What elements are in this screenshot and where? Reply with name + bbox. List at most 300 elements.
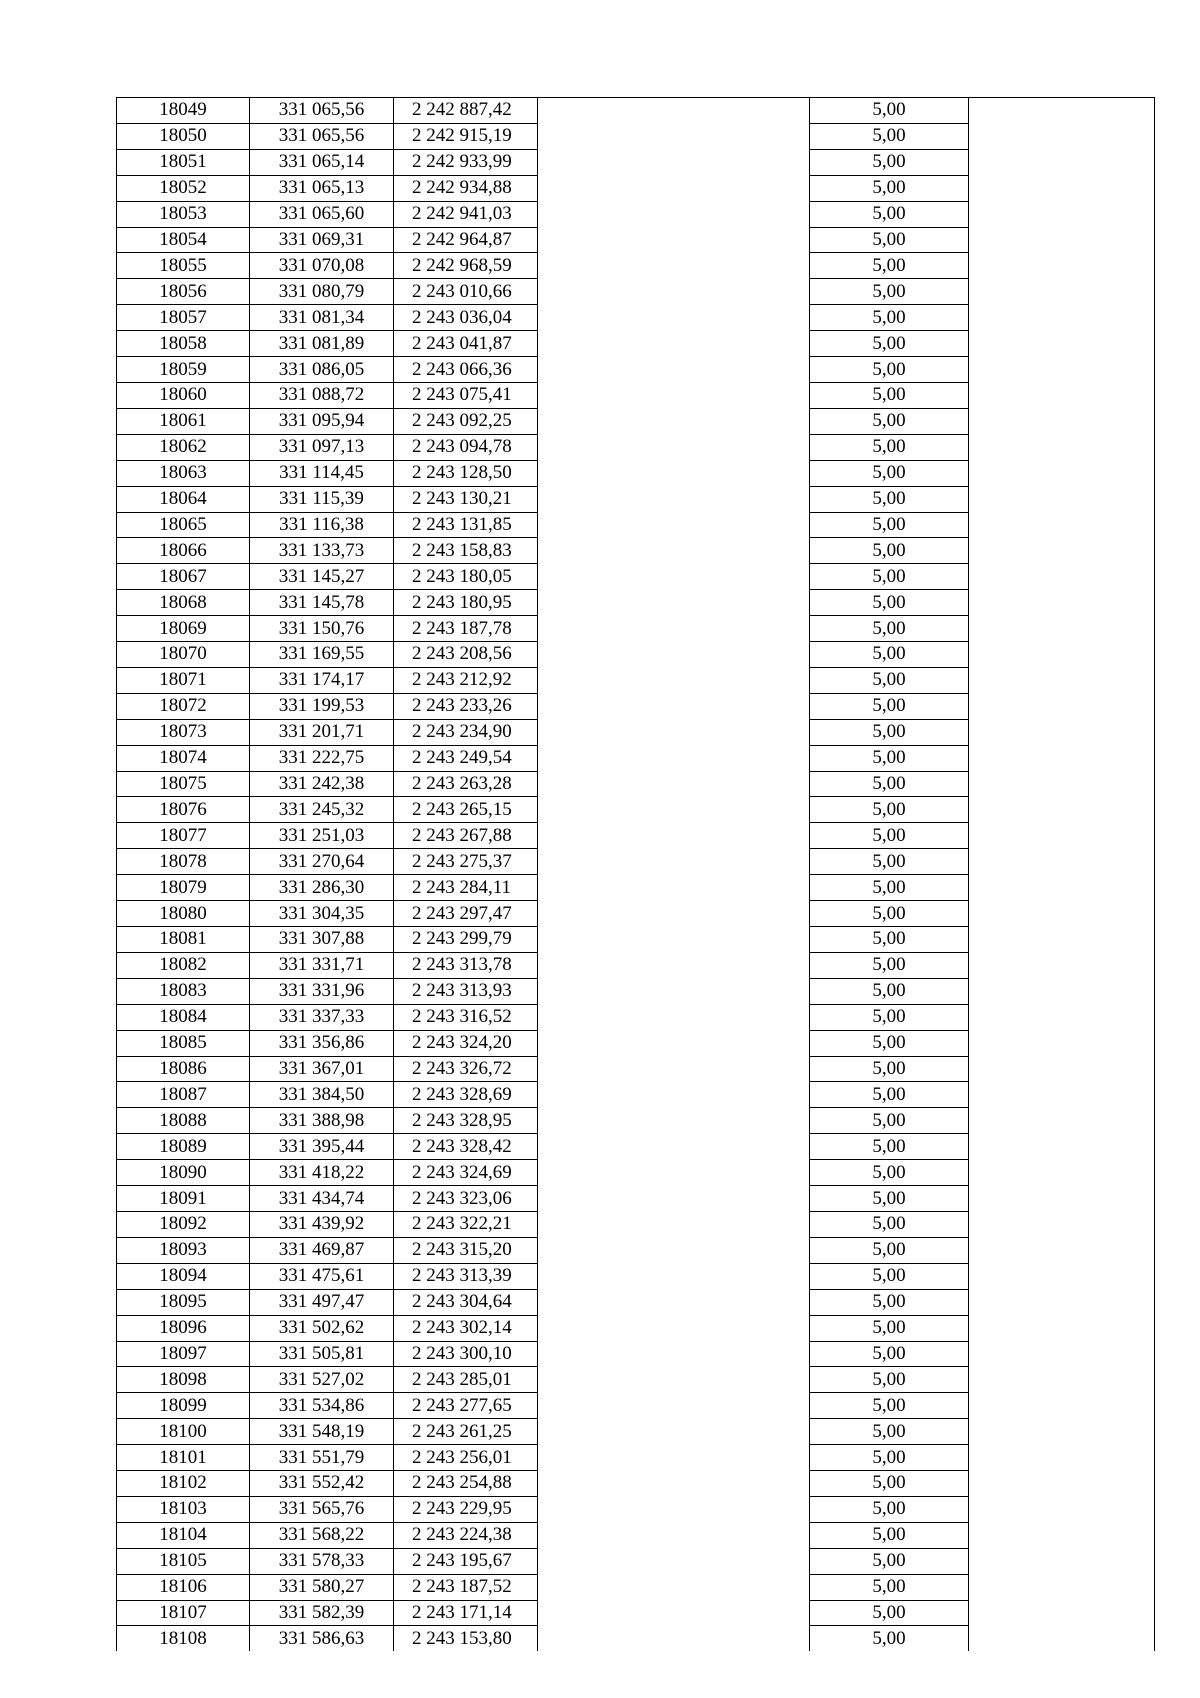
point-number-cell: 18085: [117, 1030, 250, 1056]
y-coordinate-cell: 2 243 328,95: [394, 1108, 538, 1134]
y-coordinate-cell: 2 243 094,78: [394, 434, 538, 460]
point-number-cell: 18070: [117, 642, 250, 668]
description-cell: [538, 1030, 810, 1056]
y-coordinate-cell: 2 243 180,95: [394, 590, 538, 616]
accuracy-cell: 5,00: [810, 1134, 969, 1160]
point-number-cell: 18057: [117, 305, 250, 331]
y-coordinate-cell: 2 243 322,21: [394, 1211, 538, 1237]
x-coordinate-cell: 331 199,53: [250, 693, 394, 719]
point-number-cell: 18071: [117, 667, 250, 693]
note-cell: [969, 771, 1155, 797]
note-cell: [969, 98, 1155, 124]
description-cell: [538, 227, 810, 253]
table-row: [117, 460, 1155, 486]
table-row: [117, 1289, 1155, 1315]
description-cell: [538, 538, 810, 564]
y-coordinate-cell: 2 243 328,69: [394, 1082, 538, 1108]
note-cell: [969, 1367, 1155, 1393]
y-coordinate-cell: 2 243 285,01: [394, 1367, 538, 1393]
table-row: [117, 175, 1155, 201]
x-coordinate-cell: 331 497,47: [250, 1289, 394, 1315]
table-row: [117, 408, 1155, 434]
point-number-cell: 18082: [117, 952, 250, 978]
description-cell: [538, 927, 810, 953]
description-cell: [538, 719, 810, 745]
table-row: [117, 1315, 1155, 1341]
table-row: [117, 1574, 1155, 1600]
x-coordinate-cell: 331 081,89: [250, 331, 394, 357]
coordinates-table-body: [117, 98, 1155, 1652]
point-number-cell: 18053: [117, 201, 250, 227]
note-cell: [969, 357, 1155, 383]
note-cell: [969, 1186, 1155, 1212]
accuracy-cell: 5,00: [810, 331, 969, 357]
description-cell: [538, 486, 810, 512]
accuracy-cell: 5,00: [810, 1496, 969, 1522]
y-coordinate-cell: 2 243 326,72: [394, 1056, 538, 1082]
point-number-cell: 18089: [117, 1134, 250, 1160]
note-cell: [969, 797, 1155, 823]
note-cell: [969, 719, 1155, 745]
y-coordinate-cell: 2 243 254,88: [394, 1471, 538, 1497]
point-number-cell: 18096: [117, 1315, 250, 1341]
note-cell: [969, 1082, 1155, 1108]
accuracy-cell: 5,00: [810, 175, 969, 201]
x-coordinate-cell: 331 242,38: [250, 771, 394, 797]
note-cell: [969, 1496, 1155, 1522]
description-cell: [538, 797, 810, 823]
note-cell: [969, 901, 1155, 927]
accuracy-cell: 5,00: [810, 1004, 969, 1030]
note-cell: [969, 1600, 1155, 1626]
note-cell: [969, 253, 1155, 279]
note-cell: [969, 1211, 1155, 1237]
description-cell: [538, 305, 810, 331]
y-coordinate-cell: 2 243 010,66: [394, 279, 538, 305]
x-coordinate-cell: 331 418,22: [250, 1160, 394, 1186]
description-cell: [538, 434, 810, 460]
description-cell: [538, 331, 810, 357]
note-cell: [969, 1419, 1155, 1445]
accuracy-cell: 5,00: [810, 1030, 969, 1056]
point-number-cell: 18086: [117, 1056, 250, 1082]
table-row: [117, 978, 1155, 1004]
point-number-cell: 18056: [117, 279, 250, 305]
note-cell: [969, 1263, 1155, 1289]
x-coordinate-cell: 331 434,74: [250, 1186, 394, 1212]
x-coordinate-cell: 331 331,96: [250, 978, 394, 1004]
description-cell: [538, 875, 810, 901]
note-cell: [969, 538, 1155, 564]
note-cell: [969, 849, 1155, 875]
description-cell: [538, 1522, 810, 1548]
accuracy-cell: 5,00: [810, 1211, 969, 1237]
accuracy-cell: 5,00: [810, 227, 969, 253]
x-coordinate-cell: 331 116,38: [250, 512, 394, 538]
accuracy-cell: 5,00: [810, 434, 969, 460]
point-number-cell: 18087: [117, 1082, 250, 1108]
table-row: [117, 201, 1155, 227]
accuracy-cell: 5,00: [810, 719, 969, 745]
note-cell: [969, 408, 1155, 434]
accuracy-cell: 5,00: [810, 538, 969, 564]
note-cell: [969, 227, 1155, 253]
point-number-cell: 18101: [117, 1445, 250, 1471]
x-coordinate-cell: 331 065,56: [250, 123, 394, 149]
x-coordinate-cell: 331 065,56: [250, 98, 394, 124]
table-row: [117, 1082, 1155, 1108]
y-coordinate-cell: 2 243 128,50: [394, 460, 538, 486]
description-cell: [538, 901, 810, 927]
table-row: [117, 642, 1155, 668]
note-cell: [969, 279, 1155, 305]
note-cell: [969, 1548, 1155, 1574]
accuracy-cell: 5,00: [810, 1341, 969, 1367]
x-coordinate-cell: 331 331,71: [250, 952, 394, 978]
x-coordinate-cell: 331 582,39: [250, 1600, 394, 1626]
point-number-cell: 18098: [117, 1367, 250, 1393]
accuracy-cell: 5,00: [810, 1471, 969, 1497]
table-row: [117, 1134, 1155, 1160]
x-coordinate-cell: 331 251,03: [250, 823, 394, 849]
table-row: [117, 1393, 1155, 1419]
y-coordinate-cell: 2 243 187,52: [394, 1574, 538, 1600]
description-cell: [538, 771, 810, 797]
point-number-cell: 18099: [117, 1393, 250, 1419]
table-row: [117, 771, 1155, 797]
x-coordinate-cell: 331 069,31: [250, 227, 394, 253]
y-coordinate-cell: 2 243 277,65: [394, 1393, 538, 1419]
point-number-cell: 18084: [117, 1004, 250, 1030]
point-number-cell: 18102: [117, 1471, 250, 1497]
note-cell: [969, 1522, 1155, 1548]
x-coordinate-cell: 331 551,79: [250, 1445, 394, 1471]
table-row: [117, 719, 1155, 745]
description-cell: [538, 1574, 810, 1600]
x-coordinate-cell: 331 174,17: [250, 667, 394, 693]
note-cell: [969, 1004, 1155, 1030]
point-number-cell: 18076: [117, 797, 250, 823]
note-cell: [969, 1237, 1155, 1263]
table-row: [117, 1056, 1155, 1082]
y-coordinate-cell: 2 243 130,21: [394, 486, 538, 512]
accuracy-cell: 5,00: [810, 1367, 969, 1393]
note-cell: [969, 1574, 1155, 1600]
x-coordinate-cell: 331 222,75: [250, 745, 394, 771]
y-coordinate-cell: 2 243 075,41: [394, 382, 538, 408]
x-coordinate-cell: 331 145,78: [250, 590, 394, 616]
point-number-cell: 18078: [117, 849, 250, 875]
note-cell: [969, 927, 1155, 953]
y-coordinate-cell: 2 243 187,78: [394, 616, 538, 642]
y-coordinate-cell: 2 243 267,88: [394, 823, 538, 849]
description-cell: [538, 1134, 810, 1160]
x-coordinate-cell: 331 337,33: [250, 1004, 394, 1030]
x-coordinate-cell: 331 145,27: [250, 564, 394, 590]
point-number-cell: 18100: [117, 1419, 250, 1445]
x-coordinate-cell: 331 270,64: [250, 849, 394, 875]
x-coordinate-cell: 331 568,22: [250, 1522, 394, 1548]
accuracy-cell: 5,00: [810, 1082, 969, 1108]
description-cell: [538, 1471, 810, 1497]
description-cell: [538, 382, 810, 408]
point-number-cell: 18063: [117, 460, 250, 486]
x-coordinate-cell: 331 201,71: [250, 719, 394, 745]
x-coordinate-cell: 331 070,08: [250, 253, 394, 279]
point-number-cell: 18062: [117, 434, 250, 460]
y-coordinate-cell: 2 243 297,47: [394, 901, 538, 927]
point-number-cell: 18103: [117, 1496, 250, 1522]
x-coordinate-cell: 331 245,32: [250, 797, 394, 823]
y-coordinate-cell: 2 243 180,05: [394, 564, 538, 590]
note-cell: [969, 201, 1155, 227]
description-cell: [538, 1548, 810, 1574]
y-coordinate-cell: 2 242 933,99: [394, 149, 538, 175]
point-number-cell: 18052: [117, 175, 250, 201]
point-number-cell: 18055: [117, 253, 250, 279]
table-row: [117, 1471, 1155, 1497]
point-number-cell: 18105: [117, 1548, 250, 1574]
description-cell: [538, 952, 810, 978]
table-row: [117, 512, 1155, 538]
accuracy-cell: 5,00: [810, 1626, 969, 1651]
description-cell: [538, 642, 810, 668]
y-coordinate-cell: 2 243 234,90: [394, 719, 538, 745]
x-coordinate-cell: 331 114,45: [250, 460, 394, 486]
table-row: [117, 382, 1155, 408]
description-cell: [538, 849, 810, 875]
description-cell: [538, 357, 810, 383]
table-row: [117, 849, 1155, 875]
x-coordinate-cell: 331 548,19: [250, 1419, 394, 1445]
table-row: [117, 952, 1155, 978]
accuracy-cell: 5,00: [810, 745, 969, 771]
accuracy-cell: 5,00: [810, 408, 969, 434]
note-cell: [969, 952, 1155, 978]
point-number-cell: 18083: [117, 978, 250, 1004]
accuracy-cell: 5,00: [810, 823, 969, 849]
x-coordinate-cell: 331 439,92: [250, 1211, 394, 1237]
y-coordinate-cell: 2 243 131,85: [394, 512, 538, 538]
accuracy-cell: 5,00: [810, 797, 969, 823]
accuracy-cell: 5,00: [810, 952, 969, 978]
accuracy-cell: 5,00: [810, 667, 969, 693]
description-cell: [538, 1211, 810, 1237]
note-cell: [969, 823, 1155, 849]
table-row: [117, 616, 1155, 642]
point-number-cell: 18077: [117, 823, 250, 849]
accuracy-cell: 5,00: [810, 279, 969, 305]
description-cell: [538, 1289, 810, 1315]
description-cell: [538, 201, 810, 227]
table-row: [117, 1367, 1155, 1393]
point-number-cell: 18068: [117, 590, 250, 616]
point-number-cell: 18058: [117, 331, 250, 357]
x-coordinate-cell: 331 065,13: [250, 175, 394, 201]
accuracy-cell: 5,00: [810, 849, 969, 875]
x-coordinate-cell: 331 384,50: [250, 1082, 394, 1108]
description-cell: [538, 745, 810, 771]
description-cell: [538, 1186, 810, 1212]
x-coordinate-cell: 331 565,76: [250, 1496, 394, 1522]
y-coordinate-cell: 2 242 934,88: [394, 175, 538, 201]
description-cell: [538, 1496, 810, 1522]
note-cell: [969, 1108, 1155, 1134]
point-number-cell: 18108: [117, 1626, 250, 1651]
accuracy-cell: 5,00: [810, 253, 969, 279]
note-cell: [969, 512, 1155, 538]
y-coordinate-cell: 2 243 324,69: [394, 1160, 538, 1186]
point-number-cell: 18061: [117, 408, 250, 434]
table-row: [117, 1341, 1155, 1367]
description-cell: [538, 823, 810, 849]
y-coordinate-cell: 2 243 323,06: [394, 1186, 538, 1212]
accuracy-cell: 5,00: [810, 357, 969, 383]
note-cell: [969, 616, 1155, 642]
y-coordinate-cell: 2 243 195,67: [394, 1548, 538, 1574]
accuracy-cell: 5,00: [810, 927, 969, 953]
x-coordinate-cell: 331 552,42: [250, 1471, 394, 1497]
point-number-cell: 18049: [117, 98, 250, 124]
point-number-cell: 18097: [117, 1341, 250, 1367]
accuracy-cell: 5,00: [810, 1237, 969, 1263]
x-coordinate-cell: 331 065,14: [250, 149, 394, 175]
point-number-cell: 18104: [117, 1522, 250, 1548]
x-coordinate-cell: 331 527,02: [250, 1367, 394, 1393]
note-cell: [969, 1471, 1155, 1497]
x-coordinate-cell: 331 586,63: [250, 1626, 394, 1651]
x-coordinate-cell: 331 356,86: [250, 1030, 394, 1056]
y-coordinate-cell: 2 243 316,52: [394, 1004, 538, 1030]
table-row: [117, 823, 1155, 849]
y-coordinate-cell: 2 242 887,42: [394, 98, 538, 124]
note-cell: [969, 123, 1155, 149]
table-row: [117, 357, 1155, 383]
note-cell: [969, 331, 1155, 357]
point-number-cell: 18067: [117, 564, 250, 590]
accuracy-cell: 5,00: [810, 486, 969, 512]
note-cell: [969, 564, 1155, 590]
point-number-cell: 18090: [117, 1160, 250, 1186]
note-cell: [969, 175, 1155, 201]
y-coordinate-cell: 2 242 964,87: [394, 227, 538, 253]
table-row: [117, 434, 1155, 460]
point-number-cell: 18075: [117, 771, 250, 797]
x-coordinate-cell: 331 095,94: [250, 408, 394, 434]
point-number-cell: 18060: [117, 382, 250, 408]
table-row: [117, 98, 1155, 124]
x-coordinate-cell: 331 307,88: [250, 927, 394, 953]
description-cell: [538, 149, 810, 175]
y-coordinate-cell: 2 242 915,19: [394, 123, 538, 149]
y-coordinate-cell: 2 243 036,04: [394, 305, 538, 331]
accuracy-cell: 5,00: [810, 512, 969, 538]
note-cell: [969, 693, 1155, 719]
point-number-cell: 18080: [117, 901, 250, 927]
note-cell: [969, 1056, 1155, 1082]
table-row: [117, 1004, 1155, 1030]
y-coordinate-cell: 2 243 328,42: [394, 1134, 538, 1160]
description-cell: [538, 1004, 810, 1030]
x-coordinate-cell: 331 080,79: [250, 279, 394, 305]
table-row: [117, 1237, 1155, 1263]
accuracy-cell: 5,00: [810, 1600, 969, 1626]
y-coordinate-cell: 2 243 300,10: [394, 1341, 538, 1367]
x-coordinate-cell: 331 388,98: [250, 1108, 394, 1134]
description-cell: [538, 693, 810, 719]
note-cell: [969, 1160, 1155, 1186]
description-cell: [538, 1341, 810, 1367]
point-number-cell: 18069: [117, 616, 250, 642]
accuracy-cell: 5,00: [810, 1393, 969, 1419]
y-coordinate-cell: 2 243 066,36: [394, 357, 538, 383]
point-number-cell: 18054: [117, 227, 250, 253]
x-coordinate-cell: 331 304,35: [250, 901, 394, 927]
accuracy-cell: 5,00: [810, 305, 969, 331]
note-cell: [969, 667, 1155, 693]
accuracy-cell: 5,00: [810, 1056, 969, 1082]
description-cell: [538, 1237, 810, 1263]
table-row: [117, 1600, 1155, 1626]
y-coordinate-cell: 2 243 313,93: [394, 978, 538, 1004]
table-row: [117, 1186, 1155, 1212]
table-row: [117, 538, 1155, 564]
description-cell: [538, 123, 810, 149]
x-coordinate-cell: 331 367,01: [250, 1056, 394, 1082]
y-coordinate-cell: 2 243 299,79: [394, 927, 538, 953]
table-row: [117, 1030, 1155, 1056]
point-number-cell: 18079: [117, 875, 250, 901]
note-cell: [969, 1289, 1155, 1315]
note-cell: [969, 149, 1155, 175]
note-cell: [969, 1134, 1155, 1160]
note-cell: [969, 382, 1155, 408]
table-row: [117, 123, 1155, 149]
point-number-cell: 18091: [117, 1186, 250, 1212]
accuracy-cell: 5,00: [810, 1419, 969, 1445]
accuracy-cell: 5,00: [810, 1263, 969, 1289]
y-coordinate-cell: 2 243 256,01: [394, 1445, 538, 1471]
accuracy-cell: 5,00: [810, 564, 969, 590]
note-cell: [969, 745, 1155, 771]
point-number-cell: 18050: [117, 123, 250, 149]
accuracy-cell: 5,00: [810, 1522, 969, 1548]
table-row: [117, 149, 1155, 175]
accuracy-cell: 5,00: [810, 978, 969, 1004]
y-coordinate-cell: 2 243 313,78: [394, 952, 538, 978]
table-row: [117, 486, 1155, 512]
description-cell: [538, 279, 810, 305]
y-coordinate-cell: 2 243 158,83: [394, 538, 538, 564]
x-coordinate-cell: 331 065,60: [250, 201, 394, 227]
accuracy-cell: 5,00: [810, 1315, 969, 1341]
point-number-cell: 18088: [117, 1108, 250, 1134]
coordinates-table: [116, 97, 1155, 1651]
note-cell: [969, 460, 1155, 486]
description-cell: [538, 1315, 810, 1341]
accuracy-cell: 5,00: [810, 771, 969, 797]
x-coordinate-cell: 331 169,55: [250, 642, 394, 668]
description-cell: [538, 1419, 810, 1445]
y-coordinate-cell: 2 243 171,14: [394, 1600, 538, 1626]
description-cell: [538, 667, 810, 693]
x-coordinate-cell: 331 505,81: [250, 1341, 394, 1367]
y-coordinate-cell: 2 243 229,95: [394, 1496, 538, 1522]
point-number-cell: 18066: [117, 538, 250, 564]
y-coordinate-cell: 2 242 968,59: [394, 253, 538, 279]
x-coordinate-cell: 331 578,33: [250, 1548, 394, 1574]
point-number-cell: 18093: [117, 1237, 250, 1263]
